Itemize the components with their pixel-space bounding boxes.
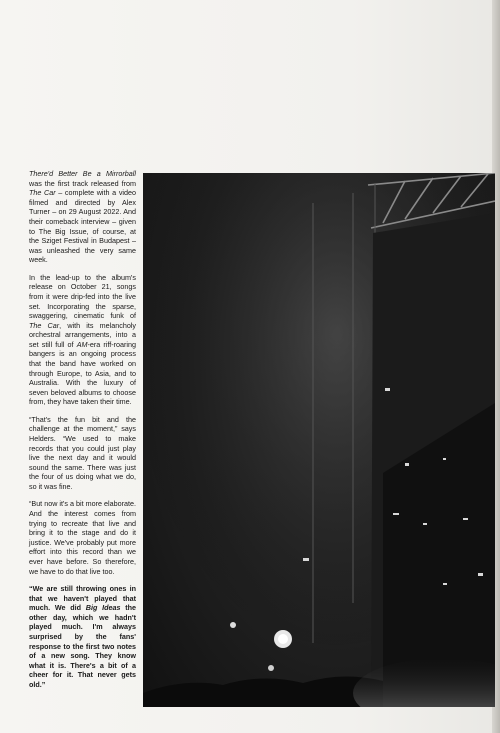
- song-title: Big Ideas: [85, 603, 121, 613]
- paragraph-1: There'd Better Be a Mirrorball was the first track released from The Car – complete with a video filmed and directed by Alex Turner – on 29 August 2022. And their comeback interview – given to The Big Issue, of course, at the Sziget Festival in Budapest – was unleashed the very same week.: [29, 169, 137, 265]
- concert-photo: [143, 173, 495, 707]
- paragraph-2: In the lead-up to the album's release on October 21, songs from it were drip-fed into the live set. Incorporating the sparse, swaggering, cinematic funk of The Car, with its melancholy orchestral arrangements, into a set still full of AM-era riff-roaring bangers is an ongoing process that the band have worked on through Europe, to Asia, and to Australia. With the luxury of seven beloved albums to choose from, they have taken their time.: [29, 272, 137, 407]
- album-title: The Car: [29, 188, 56, 198]
- article-column: [29, 169, 136, 697]
- song-title: There'd Better Be a Mirrorball: [29, 169, 136, 178]
- concert-stage-illustration: [143, 173, 495, 707]
- album-title: The Car: [29, 320, 60, 330]
- spotlight-3: [268, 665, 274, 671]
- paragraph-3: “That's the fun bit and the challenge at the moment,” says Helders. “We used to make records that you could just play live the next day and it would sound the same. There was just the four of us doing what we do, so it was fine.: [29, 414, 136, 491]
- paragraph-4: “But now it's a bit more elaborate. And the interest comes from trying to recreate that live and bring it to the stage and do it justice. We've probably put more effort into this record than we ever have before. So therefore, we have to do that live too.: [29, 499, 136, 576]
- album-title-am: AM: [76, 339, 88, 349]
- spotlight-2: [230, 622, 236, 628]
- paragraph-5: “We are still throwing ones in that we haven't played that much. We did Big Ideas the other day, which we hadn't played much. I'm always surprised by the fans' response to the first two notes of a new song. They know what it is. There's a bit of a cheer for it. That never gets old.”: [29, 583, 136, 689]
